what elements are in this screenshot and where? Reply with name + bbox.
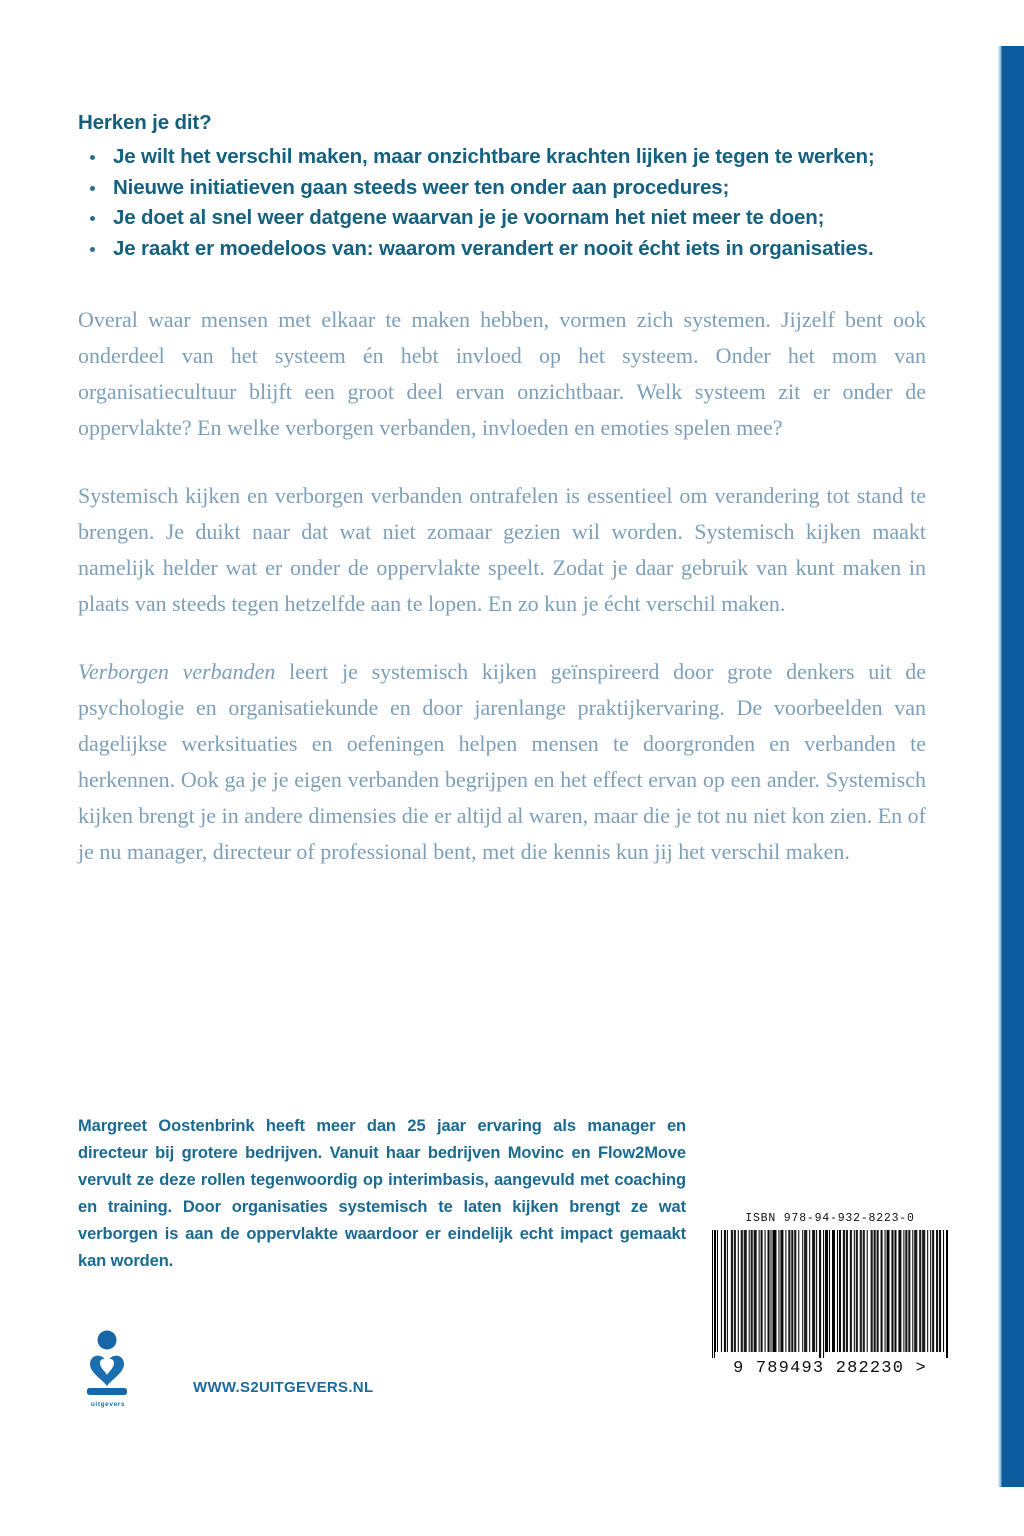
intro-bullet-list [78, 142, 928, 264]
intro-block [78, 108, 928, 264]
publisher-website[interactable]: WWW.S2UITGEVERS.NL [193, 1379, 374, 1396]
author-bio [78, 1113, 686, 1275]
blurb-paragraph-3-rest: leert je systemisch kijken geïnspireerd door grote denkers uit de psychologie en organisatiekunde en door jarenlange praktijkervaring. De voorbeelden van dagelijkse werksituaties en oefeningen helpen mensen te doorgronden en verbanden te herkennen. Ook ga je je eigen verbanden begrijpen en het effect ervan op een ander. Systemisch kijken brengt je in andere dimensies die er altijd al waren, maar die je tot nu niet kon zien. En of je nu manager, directeur of professional bent, met die kennis kun jij het verschil maken. [78, 659, 926, 864]
cover-footer [78, 1330, 373, 1408]
cover-content [78, 108, 928, 870]
bullet-dot-icon [90, 247, 95, 252]
s2-uitgevers-logo-icon [78, 1330, 136, 1400]
bullet-dot-icon [90, 155, 95, 160]
ean13-barcode-image [712, 1230, 948, 1358]
book-title-mention: Verborgen verbanden [78, 659, 276, 684]
publisher-logo [78, 1330, 138, 1408]
bullet-dot-icon [90, 186, 95, 191]
publisher-logo-caption: uitgevers [90, 1401, 126, 1408]
blurb-paragraph-1: Overal waar mensen met elkaar te maken hebben, vormen zich systemen. Jijzelf bent ook onderdeel van het systeem én hebt invloed op het systeem. Onder het mom van organisatiecultuur blijft een groot deel ervan onzichtbaar. Welk systeem zit er onder de oppervlakte? En welke verborgen verbanden, invloeden en emoties spelen mee? [78, 307, 926, 440]
intro-bullet-item [78, 203, 913, 234]
intro-bullet-item [78, 234, 913, 265]
blurb-paragraph-3 [78, 654, 926, 870]
bullet-dot-icon [90, 216, 95, 221]
spine-accent-bar [1002, 46, 1024, 1487]
intro-bullet-text: Nieuwe initiatieven gaan steeds weer ten onder aan procedures; [113, 175, 730, 199]
intro-heading: Herken je dit? [78, 111, 212, 134]
intro-bullet-text: Je wilt het verschil maken, maar onzichtbare krachten lijken je tegen te werken; [113, 145, 875, 168]
blurb-body [78, 302, 926, 870]
intro-bullet-item [78, 173, 913, 204]
barcode-block [712, 1212, 948, 1378]
intro-bullet-item [78, 142, 913, 173]
barcode-digits: 9 789493 282230 > [733, 1359, 927, 1378]
author-bio-text: Margreet Oostenbrink heeft meer dan 25 jaar ervaring als manager en directeur bij grotere bedrijven. Vanuit haar bedrijven Movinc en Flow2Move vervult ze deze rollen tegenwoordig op interimbasis, aangevuld met coaching en training. Door organisaties systemisch te laten kijken brengt ze wat verborgen is aan de oppervlakte waardoor er eindelijk echt impact gemaakt kan worden. [78, 1117, 686, 1270]
intro-bullet-text: Je doet al snel weer datgene waarvan je je voornam het niet meer te doen; [113, 206, 825, 229]
blurb-paragraph-2: Systemisch kijken en verborgen verbanden ontrafelen is essentieel om verandering tot stand te brengen. Je duikt naar dat wat niet zomaar gezien wil worden. Systemisch kijken maakt namelijk helder wat er onder de oppervlakte speelt. Zodat je daar gebruik van kunt maken in plaats van steeds tegen hetzelfde aan te lopen. En zo kun je écht verschil maken. [78, 483, 926, 616]
isbn-label: ISBN 978-94-932-8223-0 [745, 1212, 915, 1225]
intro-bullet-text: Je raakt er moedeloos van: waarom verandert er nooit écht iets in organisaties. [113, 236, 874, 260]
